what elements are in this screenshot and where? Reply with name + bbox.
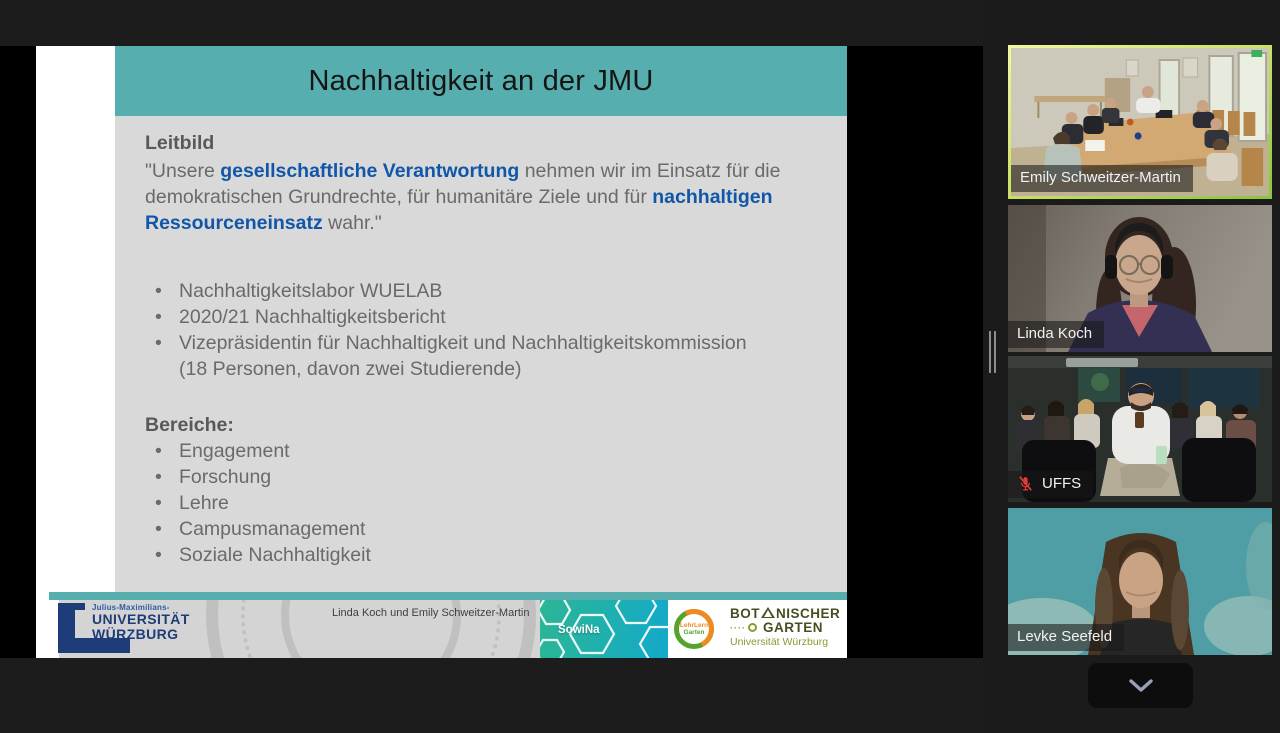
top-bullet-list [145, 278, 817, 382]
video-tile-levke[interactable] [1008, 508, 1272, 655]
uni-logo-small-text: Julius-Maximilians- [92, 603, 170, 612]
bullet-item: • Campusmanagement [145, 516, 817, 542]
participant-name-label: Levke Seefeld [1008, 624, 1124, 651]
bullet-item: • Nachhaltigkeitslabor WUELAB [145, 278, 817, 304]
presentation-slide [36, 46, 847, 658]
slide-title: Nachhaltigkeit an der JMU [308, 64, 654, 97]
triangle-icon [761, 607, 775, 618]
participant-name-label: UFFS [1008, 471, 1093, 498]
slide-footer [36, 600, 847, 658]
bullet-item-subline: (18 Personen, davon zwei Studierende) [179, 358, 522, 380]
uni-logo-line2: WÜRZBURG [92, 626, 179, 642]
uni-logo-line1: UNIVERSITÄT [92, 611, 190, 627]
bereiche-bullet-list [145, 438, 817, 568]
share-letterbox [0, 46, 983, 658]
video-tile-emily[interactable] [1008, 45, 1272, 199]
snail-icon [748, 623, 757, 632]
mic-muted-icon [1017, 475, 1034, 492]
video-tile-uffs[interactable] [1008, 356, 1272, 502]
slide-title-bar [115, 46, 847, 116]
lehrlerngarten-logo: LehrLern Garten [668, 600, 720, 658]
participant-name-label: Emily Schweitzer-Martin [1011, 165, 1193, 192]
quote-highlight-1: gesellschaftliche Verantwortung [220, 160, 520, 182]
bullet-item: • 2020/21 Nachhaltigkeitsbericht [145, 304, 817, 330]
slide-authors-credit: Linda Koch und Emily Schweitzer-Martin [332, 607, 530, 619]
bullet-item: • Vizepräsidentin für Nachhaltigkeit und Nachhaltigkeitskommission (18 Personen, davon zwei Studierende) [145, 330, 817, 382]
leitbild-heading: Leitbild [145, 132, 215, 154]
video-tile-linda[interactable] [1008, 205, 1272, 352]
uni-wuerzburg-logo [58, 603, 248, 655]
bullet-item: • Lehre [145, 490, 817, 516]
bereiche-heading: Bereiche: [145, 414, 234, 436]
slide-content [115, 116, 847, 592]
leitbild-quote: "Unsere gesellschaftliche Verantwortung nehmen wir im Einsatz für die demokratischen Grundrechte, für humanitäre Ziele und für nachhaltigen Ressourceneinsatz wahr." [145, 160, 781, 234]
sowina-logo [540, 600, 668, 658]
bullet-item: • Forschung [145, 464, 817, 490]
participant-name-label: Linda Koch [1008, 321, 1104, 348]
sowina-label: SowiNa [558, 624, 600, 636]
chevron-down-icon [1123, 676, 1159, 696]
bullet-item: • Engagement [145, 438, 817, 464]
panel-resize-handle[interactable] [987, 331, 999, 373]
bullet-item: • Soziale Nachhaltigkeit [145, 542, 817, 568]
botanischer-garten-logo: BOT NISCHER ···· GARTEN Universität Würzburg [720, 600, 847, 658]
slide-accent-strip [49, 592, 847, 600]
quote-highlight-2: nachhaltigen Ressourceneinsatz [145, 186, 773, 234]
collapse-thumbnails-button[interactable] [1088, 663, 1193, 708]
